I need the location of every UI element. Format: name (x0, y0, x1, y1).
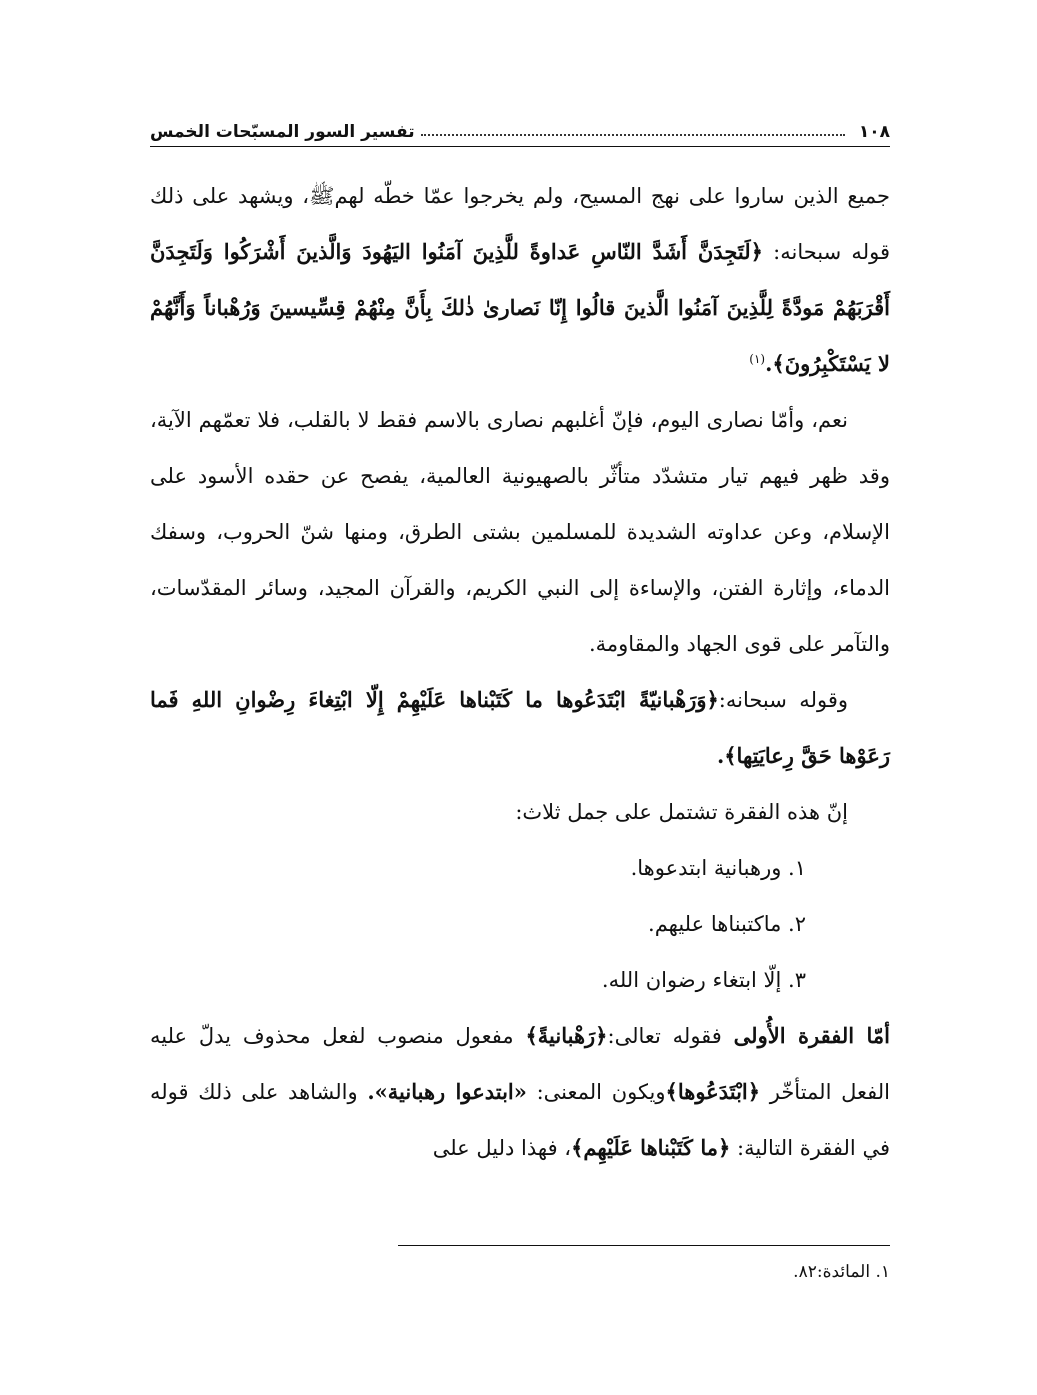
footnote-rule (398, 1245, 890, 1246)
text-run: مفعول منصوب لفعل محذوف يدلّ عليه الفعل المتأخّر (150, 1024, 890, 1104)
text-run: ويكون المعنى: (526, 1080, 666, 1104)
text-run: والشاهد على ذلك قوله في الفقرة التالية: (150, 1080, 890, 1160)
footnote-ref: (١) (749, 352, 766, 366)
paragraph-5 (150, 1008, 890, 1176)
list-item: ٣. إلّا ابتغاء رضوان الله. (601, 968, 806, 992)
text-run: ، فهذا دليل على (432, 1136, 572, 1160)
list-item: ٢. ماكتبناها عليهم. (648, 912, 806, 936)
quran-word: ﴿ما كَتَبْناها عَلَيْهِم﴾ (571, 1135, 731, 1160)
paragraph-2: نعم، وأمّا نصارى اليوم، فإنّ أغلبهم نصارى بالاسم فقط لا بالقلب، فلا تعمّهم الآية، وقد ظهر فيهم تيار متشدّد متأثّر بالصهيونية العالمية، يفصح عن حقده الأسود على الإسلام، وعن عداوته الشديدة للمسلمين بشتى الطرق، ومنها شنّ الحروب، وسفك الدماء، وإثارة الفتن، والإساءة إلى النبي الكريم، والقرآن المجيد، وسائر المقدّسات، والتآمر على قوى الجهاد والمقاومة. (150, 408, 890, 656)
footnote: ١. المائدة:٨٢. (793, 1262, 890, 1282)
list-item: ١. ورهبانية ابتدعوها. (630, 856, 806, 880)
text-run: فقوله تعالى: (607, 1024, 734, 1048)
paragraph-1-text: جميع الذين ساروا على نهج المسيح، ولم يخرجوا عمّا خطّه لهمﷺ، ويشهد على ذلك قوله سبحانه: (150, 184, 890, 264)
paragraph-3-text: وقوله سبحانه: (718, 688, 848, 712)
bold-lead: أمّا الفقرة الأُولى (733, 1023, 890, 1048)
body-text (150, 168, 890, 1176)
quran-word: ﴿ابْتَدَعُوها﴾ (665, 1079, 761, 1104)
paragraph-4: إنّ هذه الفقرة تشتمل على جمل ثلاث: (515, 800, 848, 824)
page-header (150, 108, 890, 142)
paragraph-1 (150, 168, 890, 392)
running-title: تفسير السور المسبّحات الخمس (150, 122, 415, 142)
quran-verse: ﴿وَرَهْبانيّةً ابْتَدَعُوها ما كَتَبْناها عَلَيْهِمْ إِلّا ابْتِغاءَ رِضْوانِ اللهِ فَما رَعَوْها حَقَّ رِعايَتِها﴾. (150, 687, 890, 768)
page-number: ١٠٨ (858, 122, 890, 142)
header-dots (421, 134, 845, 136)
header-rule (150, 146, 890, 147)
paragraph-3 (150, 672, 890, 784)
quran-word: ﴿رَهْبانيةً﴾ (525, 1023, 608, 1048)
quran-verse: ﴿لَتَجِدَنَّ أَشَدَّ النّاسِ عَداوةً للَّذِينَ آمَنُوا اليَهُودَ وَالَّذينَ أَشْرَكُوا وَلَتَجِدَنَّ أَقْرَبَهُمْ مَودَّةً لِلَّذِينَ آمَنُوا الَّذينَ قالُوا إِنّا نَصارىٰ ذٰلكَ بِأَنَّ مِنْهُمْ قِسِّيسينَ وَرُهْباناً وَأَنَّهُمْ لا يَسْتَكْبِرُونَ﴾. (150, 239, 890, 376)
bold-quote: «ابتدعوا رهبانية». (367, 1079, 527, 1104)
